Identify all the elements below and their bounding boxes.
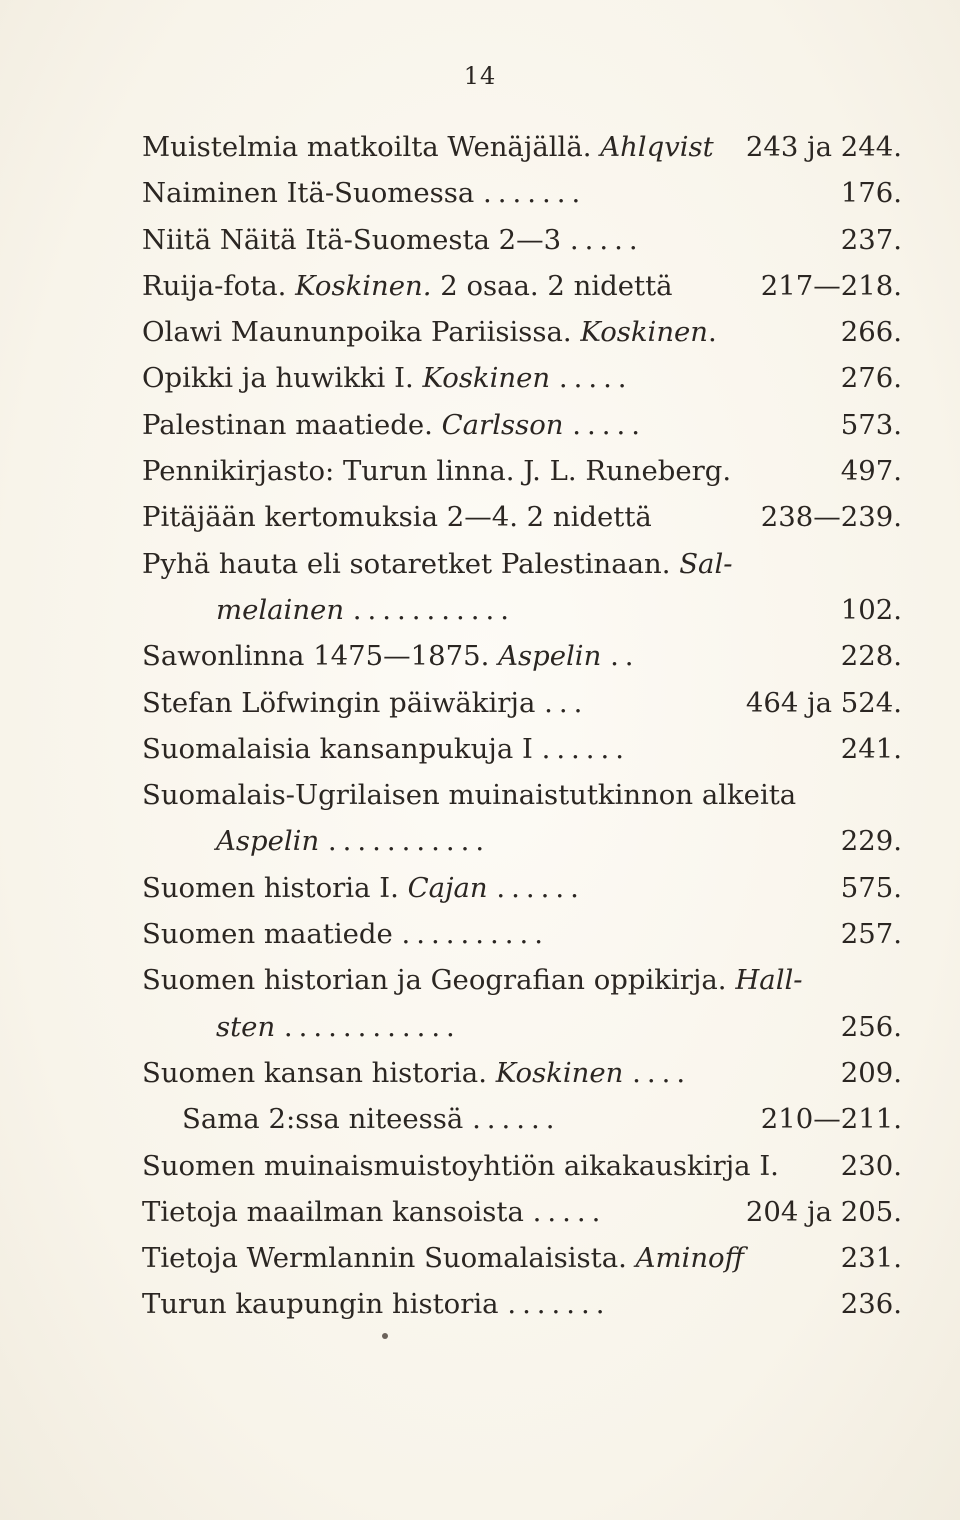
entry-leader-dots: ......	[496, 871, 585, 904]
entry-title: Sama 2:ssa niteessä	[182, 1103, 464, 1136]
entry-extra: 2 osaa. 2 nidettä	[440, 269, 673, 302]
index-list	[142, 124, 902, 1328]
entry-page-ref: 204 ja 205.	[745, 1195, 902, 1228]
index-entry	[142, 865, 902, 911]
index-entry	[142, 1050, 902, 1096]
entry-title: Suomen maatiede	[142, 918, 393, 951]
entry-page-ref: 497.	[840, 455, 902, 488]
entry-title: Sawonlinna 1475—1875.	[142, 640, 490, 673]
entry-page-ref: 228.	[840, 640, 902, 673]
index-entry	[142, 1281, 902, 1327]
stray-ink-mark	[382, 1333, 388, 1339]
entry-leader-dots: ............	[283, 1010, 461, 1043]
entry-title: Olawi Maununpoika Pariisissa.	[142, 316, 572, 349]
entry-author: Cajan	[407, 871, 488, 904]
entry-title: Opikki ja huwikki I.	[142, 362, 414, 395]
entry-page-ref: 573.	[840, 408, 902, 441]
entry-title: Suomalaisia kansanpukuja I	[142, 732, 533, 765]
index-entry	[142, 124, 902, 170]
index-entry	[142, 494, 902, 540]
entry-page-ref: 237.	[840, 223, 902, 256]
entry-author: Koskinen.	[295, 269, 432, 302]
entry-page-ref: 276.	[840, 362, 902, 395]
entry-title: Suomen kansan historia.	[142, 1056, 487, 1089]
entry-title: Tietoja Wermlannin Suomalaisista.	[142, 1242, 627, 1275]
entry-page-ref: 236.	[840, 1288, 902, 1321]
entry-page-ref: 231.	[840, 1242, 902, 1275]
entry-leader-dots: ...........	[327, 825, 491, 858]
index-entry	[142, 726, 902, 772]
entry-leader-dots: ...........	[352, 593, 515, 626]
entry-page-ref: 230.	[840, 1149, 902, 1182]
entry-page-ref: 243 ja 244.	[745, 131, 902, 163]
entry-leader-dots: ......	[472, 1103, 561, 1136]
entry-page-ref: 266.	[840, 316, 902, 349]
index-entry	[142, 448, 902, 494]
entry-page-ref: 210—211.	[760, 1103, 902, 1136]
entry-title: Pyhä hauta eli sotaretket Palestinaan.	[142, 547, 671, 580]
index-entry	[142, 1235, 902, 1281]
page-number: 14	[463, 62, 497, 90]
entry-leader-dots: ..	[610, 640, 640, 673]
entry-leader-dots: .......	[483, 177, 587, 210]
entry-page-ref: 176.	[840, 177, 902, 210]
entry-leader-dots: .....	[558, 362, 633, 395]
entry-author: Sal-	[679, 547, 733, 580]
entry-leader-dots: .....	[532, 1195, 607, 1228]
entry-page-ref: 102.	[840, 593, 902, 626]
entry-page-ref: 464 ja 524.	[745, 686, 902, 719]
entry-author: Aspelin	[498, 640, 602, 673]
index-entry	[142, 633, 902, 679]
index-entry	[142, 911, 902, 957]
entry-leader-dots: .....	[572, 408, 646, 441]
entry-title: Suomen historian ja Geografian oppikirja.	[142, 964, 727, 997]
entry-page-ref: 238—239.	[760, 501, 902, 534]
entry-author: sten	[216, 1010, 276, 1043]
entry-page-ref: 217—218.	[760, 269, 902, 302]
entry-author: Koskinen	[580, 316, 709, 349]
entry-title: Pennikirjasto: Turun linna. J. L. Runeberg.	[142, 455, 732, 488]
entry-title: Turun kaupungin historia	[142, 1288, 499, 1321]
entry-title: Muistelmia matkoilta Wenäjällä.	[142, 131, 592, 163]
index-entry	[142, 309, 902, 355]
entry-title: Suomen historia I.	[142, 871, 399, 904]
index-entry	[142, 217, 902, 263]
entry-leader-dots: ....	[632, 1056, 692, 1089]
entry-leader-dots: .......	[507, 1288, 611, 1321]
entry-author: Koskinen	[422, 362, 551, 395]
index-entry	[142, 541, 902, 587]
entry-page-ref: 257.	[840, 918, 902, 951]
entry-author: Aminoff	[635, 1242, 745, 1275]
entry-title: Suomen muinaismuistoyhtiön aikakauskirja I.	[142, 1149, 779, 1182]
entry-title: Tietoja maailman kansoista	[142, 1195, 524, 1228]
entry-page-ref: 256.	[840, 1010, 902, 1043]
index-entry	[142, 957, 902, 1003]
index-entry	[142, 772, 902, 818]
entry-leader-dots: .	[708, 316, 723, 349]
entry-page-ref: 209.	[840, 1056, 902, 1089]
entry-author: Hall-	[735, 964, 803, 997]
index-entry-continuation	[142, 1004, 902, 1050]
entry-page-ref: 241.	[840, 732, 902, 765]
index-entry	[142, 170, 902, 216]
entry-title: Naiminen Itä-Suomessa	[142, 177, 475, 210]
entry-leader-dots: ...	[544, 686, 589, 719]
entry-title: Niitä Näitä Itä-Suomesta 2—3	[142, 223, 562, 256]
entry-title: Ruija-fota.	[142, 269, 287, 302]
entry-author: Koskinen	[495, 1056, 624, 1089]
entry-page-ref: 229.	[840, 825, 902, 858]
entry-page-ref: 575.	[840, 871, 902, 904]
entry-leader-dots: ......	[541, 732, 631, 765]
entry-title: Palestinan maatiede.	[142, 408, 433, 441]
entry-author: melainen	[216, 593, 345, 626]
index-entry	[142, 1143, 902, 1189]
entry-title: Stefan Löfwingin päiwäkirja	[142, 686, 536, 719]
entry-title: Suomalais-Ugrilaisen muinaistutkinnon alkeita	[142, 779, 797, 812]
entry-author: Ahlqvist	[600, 131, 714, 163]
entry-author: Carlsson	[441, 408, 564, 441]
index-entry-continuation	[142, 818, 902, 864]
entry-leader-dots: .....	[569, 223, 644, 256]
entry-title: Pitäjään kertomuksia 2—4. 2 nidettä	[142, 501, 652, 534]
entry-author: Aspelin	[216, 825, 320, 858]
index-entry	[142, 263, 902, 309]
index-entry-continuation	[142, 587, 902, 633]
index-entry-subentry	[142, 1096, 902, 1142]
index-entry	[142, 1189, 902, 1235]
entry-leader-dots: ..........	[401, 918, 549, 951]
index-entry	[142, 680, 902, 726]
index-entry	[142, 402, 902, 448]
index-entry	[142, 355, 902, 401]
